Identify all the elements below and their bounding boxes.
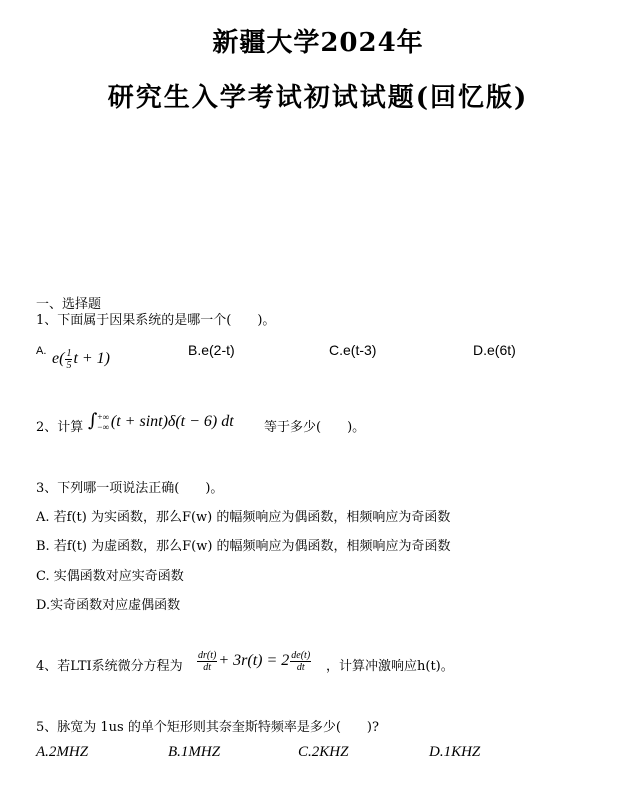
integrand: (t + sint)δ(t − 6) dt — [110, 413, 234, 430]
question-4-equation — [196, 650, 312, 673]
q4-fraction-2 — [290, 650, 311, 673]
question-2-suffix: 等于多少( )。 — [264, 420, 366, 435]
q3-option-d: D.实奇函数对应虚偶函数 — [36, 598, 181, 613]
q4-fraction-1 — [197, 650, 217, 673]
question-2-integral — [88, 410, 234, 432]
q1-a-suffix: t + 1) — [73, 350, 111, 368]
q4-frac2-num: de(t) — [291, 650, 311, 661]
q4-middle: + 3r(t) = 2 — [218, 652, 290, 670]
q4-frac1-num: dr(t) — [198, 650, 217, 661]
q1-option-a-label: A. — [36, 345, 47, 357]
q1-option-b: B.e(2-t) — [188, 342, 235, 358]
q5-option-d: D.1KHZ — [429, 744, 481, 760]
q3-option-c: C. 实偶函数对应实奇函数 — [36, 569, 184, 584]
q1-option-d: D.e(6t) — [473, 342, 516, 358]
integral-icon: ∫ — [88, 410, 98, 431]
q1-option-c: C.e(t-3) — [329, 342, 377, 358]
question-5-text: 5、脉宽为 1us 的单个矩形则其奈奎斯特频率是多少( )? — [36, 720, 379, 735]
q1-a-frac-num: 1 — [66, 348, 72, 359]
question-1-text: 1、下面属于因果系统的是哪一个( )。 — [36, 313, 276, 328]
q4-frac1-den: dt — [203, 662, 212, 673]
q5-option-a: A.2MHZ — [36, 744, 89, 760]
q1-a-fraction — [65, 348, 72, 371]
integral-lower: −∞ — [97, 422, 109, 433]
q5-option-b: B.1MHZ — [168, 744, 221, 760]
integral-limits — [97, 412, 109, 432]
question-2-prefix: 2、计算 — [36, 420, 84, 435]
q5-option-c: C.2KHZ — [298, 744, 349, 760]
question-4-suffix: ，计算冲激响应h(t)。 — [326, 659, 454, 674]
section-heading: 一、选择题 — [36, 297, 102, 312]
q1-option-a-expression — [52, 348, 110, 371]
q4-frac2-den: dt — [296, 662, 305, 673]
integral-upper: +∞ — [97, 412, 109, 423]
title-exam: 研究生入学考试初试试题(回忆版) — [107, 83, 529, 113]
title-school-year: 新疆大学2024年 — [212, 28, 424, 58]
q1-a-frac-den: 5 — [66, 360, 72, 371]
q3-option-a: A. 若f(t) 为实函数，那么F(w) 的幅频响应为偶函数，相频响应为奇函数 — [36, 510, 451, 525]
question-4-prefix: 4、若LTI系统微分方程为 — [36, 659, 183, 674]
question-3-text: 3、下列哪一项说法正确( )。 — [36, 481, 224, 496]
q3-option-b: B. 若f(t) 为虚函数，那么F(w) 的幅频响应为偶函数，相频响应为奇函数 — [36, 539, 451, 554]
q1-a-prefix: e( — [52, 350, 65, 368]
